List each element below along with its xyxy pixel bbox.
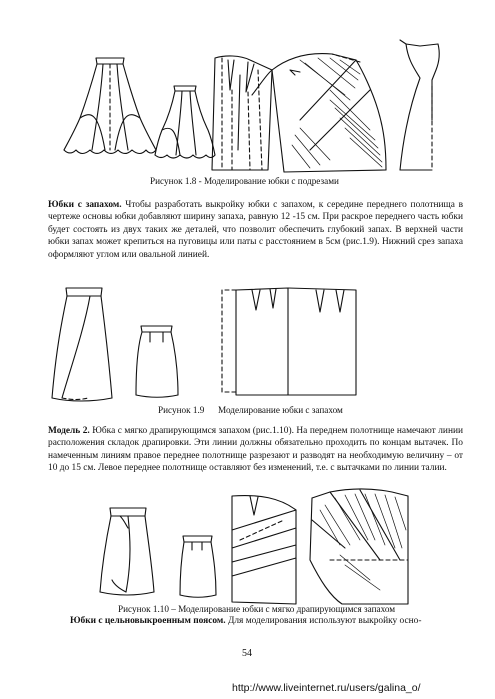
figure-1-10-caption: Рисунок 1.10 – Моделирование юбки с мягко драпирующимся запахом — [118, 604, 396, 614]
section-model-2-text: Юбка с мягко драпирующимся запахом (рис.1.10). На переднем полотнище намечают линии расположения складок драпировки. Эти линии должны обязательно проходить по концам вытачек. По намеченным линиям правое переднее полотнище разрезают и разводят на необходимую величину – от 10 до 15 см. Левое переднее полотнище оставляют без изменений, т.е. с вытачками по линии талии. — [48, 426, 463, 474]
page-number: 54 — [242, 648, 252, 659]
footer-url-watermark: http://www.liveinternet.ru/users/galina_o/ — [232, 682, 421, 694]
section-wrap-skirts — [48, 199, 463, 261]
figure-1-8-caption: Рисунок 1.8 - Моделирование юбки с подрезами — [150, 176, 339, 186]
figure-1-9-caption-text: Моделирование юбки с запахом — [218, 405, 343, 415]
side-panel-drawing — [0, 0, 495, 195]
wrap-skirt-pattern-drawing — [0, 270, 495, 420]
section-wrap-skirts-heading: Юбки с запахом. — [48, 200, 122, 210]
section-model-2-heading: Модель 2. — [48, 426, 90, 436]
section-model-2 — [48, 425, 463, 475]
figure-1-9-caption-number: Рисунок 1.9 — [158, 405, 205, 415]
section-one-piece-waistband-heading: Юбки с цельновыкроенным поясом. — [70, 616, 226, 626]
figure-1-10 — [0, 485, 495, 620]
figure-1-9 — [0, 270, 495, 420]
draped-fan-pattern-drawing — [0, 485, 495, 620]
section-wrap-skirts-text: Чтобы разработать выкройку юбки с запахом, к середине переднего полотнища в чертеже основы юбки добавляют ширину запаха, равную 12 -15 см. При раскрое переднего часть юбки будет состоять из двух таких же деталей, что позволит обеспечить глубокий запах. В верхней части юбки запах может крепиться на пуговицы или паты с расстоянием в 5см (рис.1.9). Нижний срез запаха оформляют углом или овальной линией. — [48, 200, 463, 260]
figure-1-8 — [0, 0, 495, 195]
section-one-piece-waistband — [70, 615, 465, 627]
section-one-piece-waistband-text: Для моделирования используют выкройку осно- — [225, 616, 422, 626]
